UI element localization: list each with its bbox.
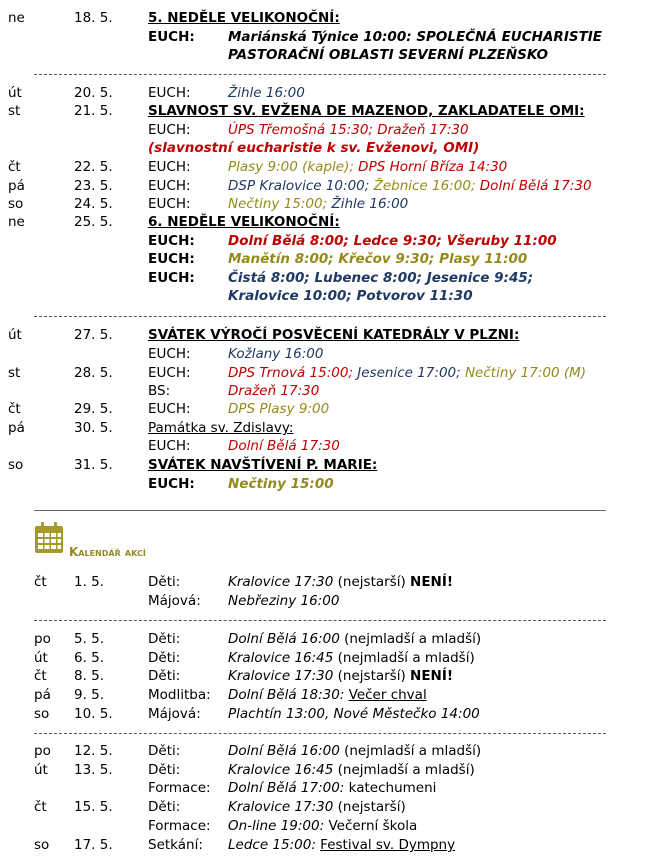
day: po xyxy=(34,631,51,647)
day: pá xyxy=(8,420,25,436)
day: čt xyxy=(34,799,47,815)
bs-label: BS: xyxy=(148,383,171,399)
feast-title: SVÁTEK VÝROČÍ POSVĚCENÍ KATEDRÁLY V PLZNI: xyxy=(148,327,520,343)
event-detail: (nejmladší a mladší) xyxy=(333,762,475,778)
event-text xyxy=(228,630,481,648)
event-text xyxy=(228,817,417,835)
date: 27. 5. xyxy=(74,327,113,343)
event-place: On-line 19:00: xyxy=(228,818,325,834)
feast-title: SLAVNOST SV. EVŽENA DE MAZENOD, ZAKLADATELE OMI: xyxy=(148,103,585,119)
event-blue: Žihle 16:00 xyxy=(327,196,409,212)
event-label: Děti: xyxy=(148,743,181,759)
date: 10. 5. xyxy=(74,706,113,722)
event-text: Čistá 8:00; Lubenec 8:00; Jesenice 9:45; xyxy=(228,270,534,286)
event-label: Děti: xyxy=(148,668,181,684)
event-text xyxy=(228,761,475,779)
event-detail: katechumeni xyxy=(344,780,437,796)
euch-label: EUCH: xyxy=(148,438,191,454)
event-text: Manětín 8:00; Křečov 9:30; Plasy 11:00 xyxy=(228,251,528,267)
day: út xyxy=(8,85,22,101)
event-text xyxy=(228,573,453,591)
event-label: Formace: xyxy=(148,818,211,834)
event-text xyxy=(228,195,408,213)
event-place: Dolní Bělá 16:00 xyxy=(228,631,340,647)
event-label: Formace: xyxy=(148,780,211,796)
euch-label: EUCH: xyxy=(148,251,195,267)
day: út xyxy=(34,650,48,666)
day: čt xyxy=(34,668,47,684)
event-red: DPS Horní Bříza 14:30 xyxy=(353,159,508,175)
date: 31. 5. xyxy=(74,457,113,473)
event-label: Májová: xyxy=(148,593,201,609)
event-text: Dolní Bělá 17:30 xyxy=(228,438,340,454)
event-place: Dolní Bělá 17:00: xyxy=(228,780,345,796)
divider xyxy=(34,620,606,621)
day: pá xyxy=(34,687,51,703)
day: st xyxy=(8,103,21,119)
day: so xyxy=(8,196,24,212)
event-detail: (nejmladší a mladší) xyxy=(339,743,482,759)
date: 21. 5. xyxy=(74,103,113,119)
euch-label: EUCH: xyxy=(148,85,191,101)
event-place: Dolní Bělá 16:00 xyxy=(228,743,340,759)
day: so xyxy=(34,706,50,722)
event-place: Kralovice 17:30 xyxy=(228,668,334,684)
event-text xyxy=(228,158,507,176)
euch-label: EUCH: xyxy=(148,159,191,175)
day: čt xyxy=(34,574,47,590)
event-label: Děti: xyxy=(148,650,181,666)
euch-label: EUCH: xyxy=(148,178,191,194)
euch-label: EUCH: xyxy=(148,196,191,212)
event-label: Májová: xyxy=(148,706,201,722)
event-detail: Večerní škola xyxy=(324,818,418,834)
event-text xyxy=(228,742,481,760)
date: 30. 5. xyxy=(74,420,113,436)
event-cancelled: NENÍ! xyxy=(410,574,454,590)
event-place: Ledce 15:00: xyxy=(228,837,316,853)
date: 24. 5. xyxy=(74,196,113,212)
event-label: Děti: xyxy=(148,574,181,590)
event-text: Dražeň 17:30 xyxy=(228,383,320,399)
day: so xyxy=(8,457,24,473)
event-olive: Nečtiny 15:00; xyxy=(228,196,328,212)
day: pá xyxy=(8,178,25,194)
feast-title: Památka sv. Zdislavy: xyxy=(148,420,294,436)
day: čt xyxy=(8,159,21,175)
date: 12. 5. xyxy=(74,743,113,759)
date: 9. 5. xyxy=(74,687,105,703)
event-detail: (nejstarší) xyxy=(333,799,406,815)
section-title: Kalendář akcí xyxy=(69,545,146,559)
euch-label: EUCH: xyxy=(148,233,195,249)
event-text: ÚPS Třemošná 15:30; Dražeň 17:30 xyxy=(228,122,469,138)
event-label: Děti: xyxy=(148,762,181,778)
event-label: Děti: xyxy=(148,799,181,815)
event-text: DPS Plasy 9:00 xyxy=(228,401,330,417)
divider xyxy=(34,74,606,75)
event-link[interactable]: Festival sv. Dympny xyxy=(320,837,456,853)
date: 17. 5. xyxy=(74,837,113,853)
date: 8. 5. xyxy=(74,668,105,684)
day: so xyxy=(34,837,50,853)
event-text: PASTORAČNÍ OBLASTI SEVERNÍ PLZEŇSKO xyxy=(228,47,548,63)
event-text xyxy=(228,779,436,797)
event-text xyxy=(228,649,475,667)
event-text: Žihle 16:00 xyxy=(228,85,305,101)
euch-label: EUCH: xyxy=(148,365,191,381)
event-red: DPS Trnová 15:00; xyxy=(228,365,353,381)
day: ne xyxy=(8,214,25,230)
event-cancelled: NENÍ! xyxy=(410,668,454,684)
date: 6. 5. xyxy=(74,650,105,666)
euch-label: EUCH: xyxy=(148,476,195,492)
day: čt xyxy=(8,401,21,417)
event-text xyxy=(228,836,455,854)
event-text: Mariánská Týnice 10:00: SPOLEČNÁ EUCHARISTIE xyxy=(228,29,603,45)
calendar-icon xyxy=(34,522,64,554)
event-text xyxy=(228,364,586,382)
date: 23. 5. xyxy=(74,178,113,194)
event-label: Setkání: xyxy=(148,837,203,853)
date: 20. 5. xyxy=(74,85,113,101)
euch-label: EUCH: xyxy=(148,346,191,362)
event-text xyxy=(228,798,406,816)
date: 15. 5. xyxy=(74,799,113,815)
event-detail: (nejmladší a mladší) xyxy=(333,650,475,666)
divider xyxy=(34,316,606,317)
event-detail: (nejstarší) xyxy=(333,668,411,684)
euch-label: EUCH: xyxy=(148,270,195,286)
date: 22. 5. xyxy=(74,159,113,175)
event-place: Nebřeziny 16:00 xyxy=(228,593,340,609)
date: 5. 5. xyxy=(74,631,105,647)
event-place: Dolní Bělá 18:30: xyxy=(228,687,345,703)
event-label: Děti: xyxy=(148,631,181,647)
day: st xyxy=(8,365,21,381)
event-place: Plachtín 13:00, Nové Městečko 14:00 xyxy=(228,706,480,722)
date: 13. 5. xyxy=(74,762,113,778)
feast-title: 5. NEDĚLE VELIKONOČNÍ: xyxy=(148,10,340,26)
event-detail: (nejmladší a mladší) xyxy=(339,631,482,647)
event-red: Dolní Bělá 17:30 xyxy=(475,178,592,194)
event-text: Kožlany 16:00 xyxy=(228,346,324,362)
date: 29. 5. xyxy=(74,401,113,417)
euch-label: EUCH: xyxy=(148,122,191,138)
event-olive: Nečtiny 17:00 (M) xyxy=(460,365,587,381)
event-text xyxy=(228,667,453,685)
divider xyxy=(34,733,606,734)
event-text: Kralovice 10:00; Potvorov 11:30 xyxy=(228,288,473,304)
event-text xyxy=(228,686,427,704)
day: út xyxy=(8,327,22,343)
event-text xyxy=(228,177,592,195)
date: 25. 5. xyxy=(74,214,113,230)
date: 1. 5. xyxy=(74,574,105,590)
event-label: Modlitba: xyxy=(148,687,211,703)
feast-title: 6. NEDĚLE VELIKONOČNÍ: xyxy=(148,214,340,230)
feast-title: SVÁTEK NAVŠTÍVENÍ P. MARIE: xyxy=(148,457,378,473)
event-blue: DSP Kralovice 10:00; xyxy=(228,178,370,194)
event-place: Kralovice 17:30 xyxy=(228,574,334,590)
event-place: Kralovice 16:45 xyxy=(228,650,334,666)
event-olive: Plasy 9:00 (kaple); xyxy=(228,159,354,175)
event-detail: (nejstarší) xyxy=(333,574,411,590)
day: ne xyxy=(8,10,25,26)
day: út xyxy=(34,762,48,778)
euch-label: EUCH: xyxy=(148,401,191,417)
section-rule xyxy=(34,510,606,511)
event-note: (slavnostní eucharistie k sv. Evženovi, OMI) xyxy=(148,140,480,156)
date: 28. 5. xyxy=(74,365,113,381)
event-text: Dolní Bělá 8:00; Ledce 9:30; Všeruby 11:00 xyxy=(228,233,557,249)
event-text: Nečtiny 15:00 xyxy=(228,476,334,492)
event-olive: Žebnice 16:00; xyxy=(369,178,476,194)
event-link[interactable]: Večer chval xyxy=(348,687,427,703)
event-place: Kralovice 17:30 xyxy=(228,799,334,815)
day: po xyxy=(34,743,51,759)
event-blue: Jesenice 17:00; xyxy=(352,365,461,381)
event-place: Kralovice 16:45 xyxy=(228,762,334,778)
date: 18. 5. xyxy=(74,10,113,26)
euch-label: EUCH: xyxy=(148,29,195,45)
